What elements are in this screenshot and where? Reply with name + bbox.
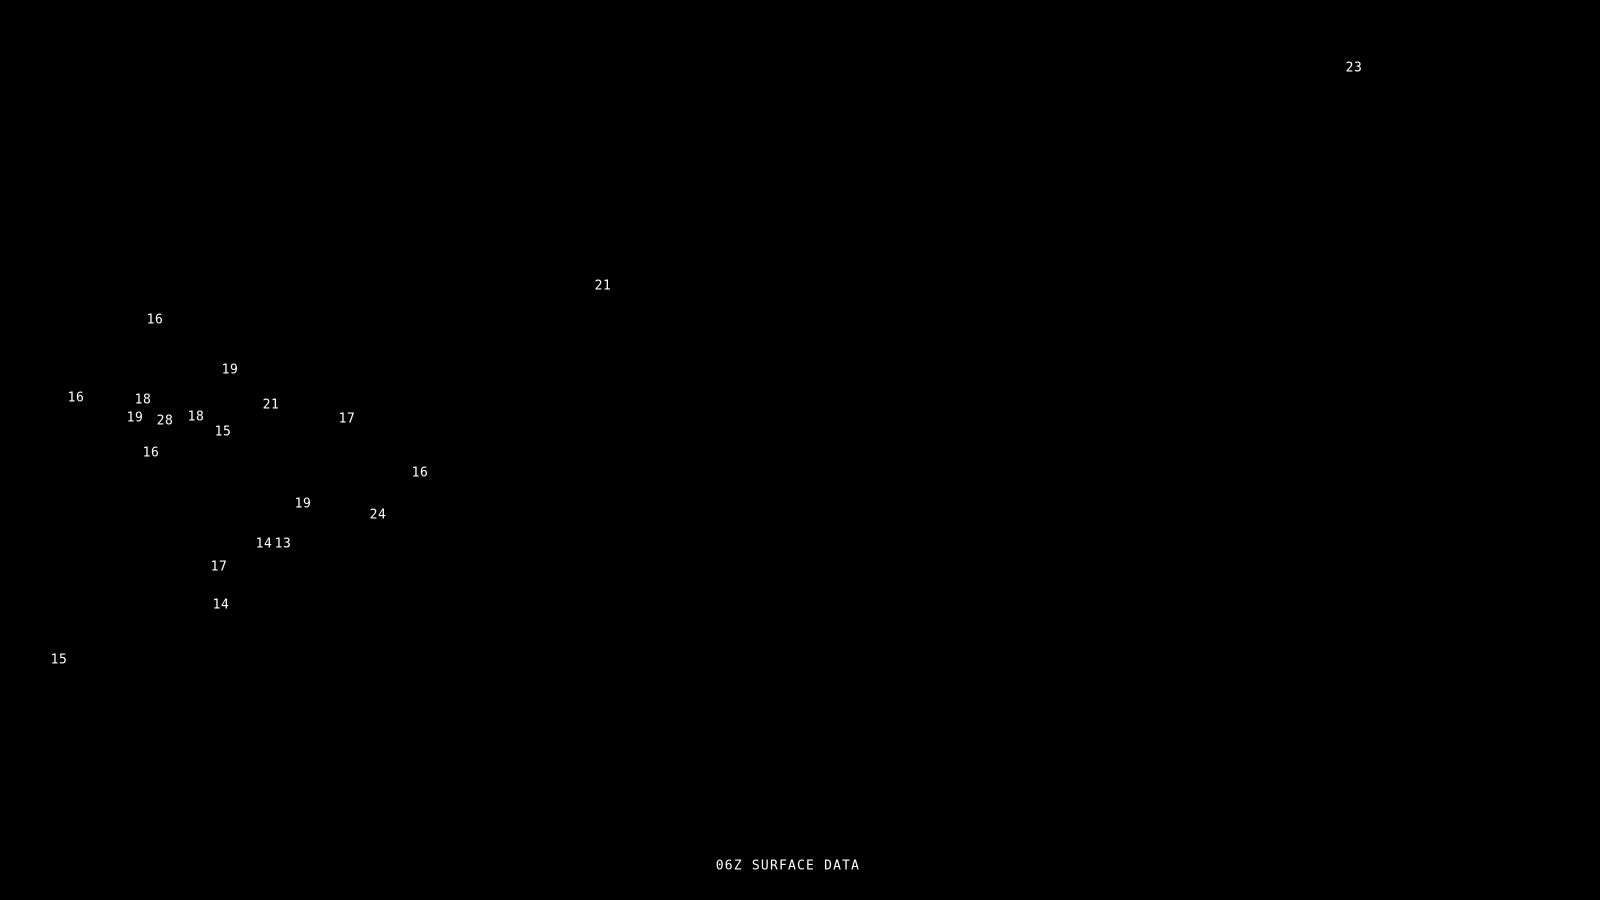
station-observation-label: 28 [156, 413, 174, 429]
station-observation-label: 14 [212, 597, 230, 613]
station-observation-label: 13 [274, 536, 292, 552]
station-observation-label: 23 [1345, 60, 1363, 76]
station-observation-label: 24 [369, 507, 387, 523]
station-observation-label: 21 [262, 397, 280, 413]
station-observation-label: 16 [67, 390, 85, 406]
station-observation-label: 18 [187, 409, 205, 425]
station-observation-label: 15 [50, 652, 68, 668]
station-observation-label: 14 [255, 536, 273, 552]
station-observation-label: 19 [294, 496, 312, 512]
station-observation-label: 16 [142, 445, 160, 461]
chart-title-footer: 06Z SURFACE DATA [715, 858, 861, 874]
station-observation-label: 19 [126, 410, 144, 426]
station-observation-label: 18 [134, 392, 152, 408]
station-observation-label: 21 [594, 278, 612, 294]
station-observation-label: 17 [210, 559, 228, 575]
station-observation-label: 19 [221, 362, 239, 378]
station-observation-label: 17 [338, 411, 356, 427]
station-observation-label: 15 [214, 424, 232, 440]
station-observation-label: 16 [146, 312, 164, 328]
station-observation-label: 16 [411, 465, 429, 481]
